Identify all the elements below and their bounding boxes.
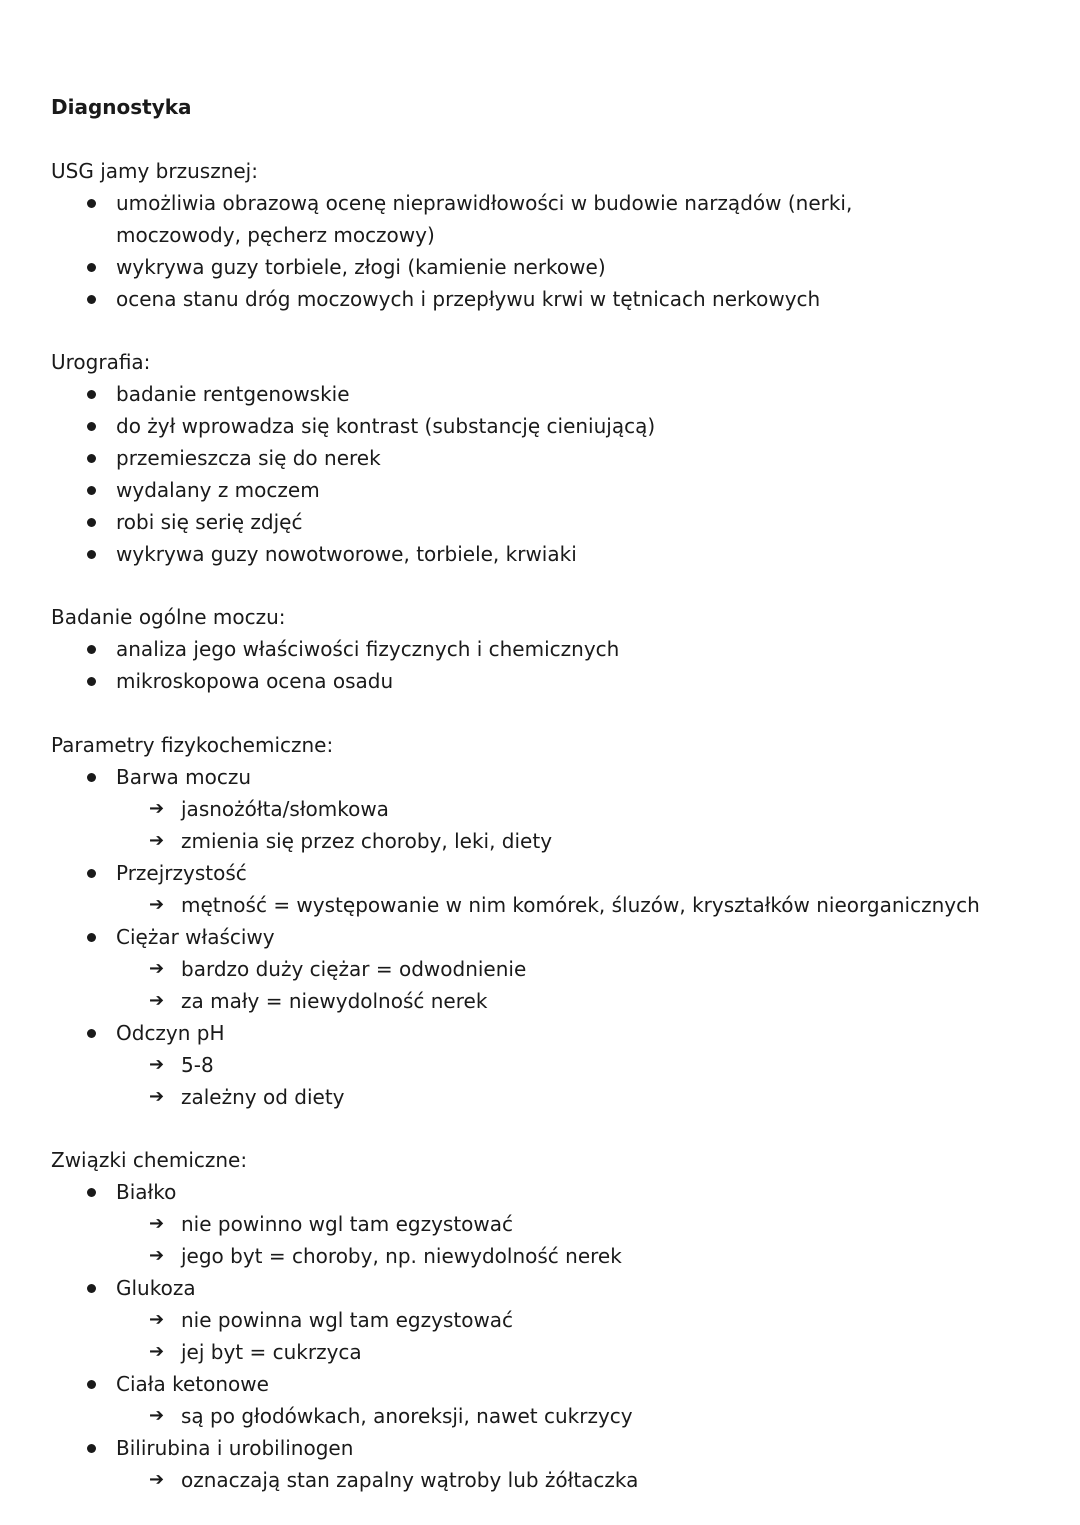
list-item: robi się serię zdjęć (51, 506, 1041, 538)
bullet-list (51, 1176, 1041, 1208)
sub-list (51, 1049, 1041, 1113)
sub-list (51, 889, 1041, 921)
bullet-icon (87, 199, 96, 208)
bullet-list (51, 1368, 1041, 1400)
bullet-icon (87, 869, 96, 878)
sub-item: ➔ nie powinno wgl tam egzystować (51, 1208, 1041, 1240)
section-urografia (51, 346, 1041, 570)
arrow-icon: ➔ (149, 1469, 165, 1490)
sub-item: ➔ bardzo duży ciężar = odwodnienie (51, 953, 1041, 985)
arrow-icon: ➔ (149, 958, 165, 979)
arrow-icon: ➔ (149, 894, 165, 915)
list-item: wykrywa guzy torbiele, złogi (kamienie nerkowe) (51, 251, 971, 283)
sub-list (51, 1304, 1041, 1368)
bullet-icon (87, 1284, 96, 1293)
bullet-icon (87, 454, 96, 463)
bullet-icon (87, 295, 96, 304)
list-item: Ciała ketonowe (51, 1368, 1041, 1400)
section-usg (51, 155, 1041, 315)
bullet-list (51, 633, 1041, 697)
sub-list (51, 1464, 1041, 1496)
list-item: badanie rentgenowskie (51, 378, 1041, 410)
arrow-icon: ➔ (149, 798, 165, 819)
section-heading: Parametry fizykochemiczne: (51, 733, 334, 757)
bullet-icon (87, 518, 96, 527)
sub-list (51, 1400, 1041, 1432)
bullet-icon (87, 1188, 96, 1197)
list-item: ocena stanu dróg moczowych i przepływu krwi w tętnicach nerkowych (51, 283, 971, 315)
list-item: Ciężar właściwy (51, 921, 1041, 953)
arrow-icon: ➔ (149, 830, 165, 851)
sub-item: ➔ zmienia się przez choroby, leki, diety (51, 825, 1041, 857)
bullet-icon (87, 390, 96, 399)
bullet-list (51, 1432, 1041, 1464)
arrow-icon: ➔ (149, 1086, 165, 1107)
bullet-list (51, 187, 971, 315)
bullet-icon (87, 645, 96, 654)
bullet-list (51, 921, 1041, 953)
sub-item: ➔ mętność = występowanie w nim komórek, śluzów, kryształków nieorganicznych (51, 889, 1041, 921)
section-heading: Związki chemiczne: (51, 1148, 248, 1172)
arrow-icon: ➔ (149, 1309, 165, 1330)
list-item: do żył wprowadza się kontrast (substancję cieniującą) (51, 410, 1041, 442)
bullet-icon (87, 550, 96, 559)
bullet-list (51, 378, 1041, 570)
section-heading: Urografia: (51, 350, 151, 374)
sub-item: ➔ zależny od diety (51, 1081, 1041, 1113)
list-item: Białko (51, 1176, 1041, 1208)
sub-item: ➔ oznaczają stan zapalny wątroby lub żółtaczka (51, 1464, 1041, 1496)
list-item: wykrywa guzy nowotworowe, torbiele, krwiaki (51, 538, 1041, 570)
sub-item: ➔ jasnożółta/słomkowa (51, 793, 1041, 825)
list-item: Glukoza (51, 1272, 1041, 1304)
sub-item: ➔ jego byt = choroby, np. niewydolność nerek (51, 1240, 1041, 1272)
arrow-icon: ➔ (149, 1054, 165, 1075)
sub-item: ➔ są po głodówkach, anoreksji, nawet cukrzycy (51, 1400, 1041, 1432)
bullet-list (51, 1272, 1041, 1304)
bullet-icon (87, 1444, 96, 1453)
sub-item: ➔ jej byt = cukrzyca (51, 1336, 1041, 1368)
section-heading: Badanie ogólne moczu: (51, 605, 286, 629)
sub-list (51, 793, 1041, 857)
arrow-icon: ➔ (149, 1213, 165, 1234)
bullet-icon (87, 773, 96, 782)
bullet-list (51, 1017, 1041, 1049)
sub-item: ➔ 5-8 (51, 1049, 1041, 1081)
sub-item: ➔ nie powinna wgl tam egzystować (51, 1304, 1041, 1336)
sub-item: ➔ za mały = niewydolność nerek (51, 985, 1041, 1017)
section-parametry (51, 729, 1041, 1113)
arrow-icon: ➔ (149, 1405, 165, 1426)
sub-list (51, 1208, 1041, 1272)
section-heading: USG jamy brzusznej: (51, 159, 258, 183)
arrow-icon: ➔ (149, 1341, 165, 1362)
bullet-list (51, 857, 1041, 889)
sub-list (51, 953, 1041, 1017)
list-item: mikroskopowa ocena osadu (51, 665, 1041, 697)
bullet-icon (87, 486, 96, 495)
bullet-icon (87, 1029, 96, 1038)
list-item: przemieszcza się do nerek (51, 442, 1041, 474)
list-item: umożliwia obrazową ocenę nieprawidłowości w budowie narządów (nerki, moczowody, pęcherz moczowy) (51, 187, 971, 251)
bullet-icon (87, 677, 96, 686)
list-item: Bilirubina i urobilinogen (51, 1432, 1041, 1464)
bullet-list (51, 761, 1041, 793)
list-item: wydalany z moczem (51, 474, 1041, 506)
section-zwiazki (51, 1144, 1041, 1496)
list-item: analiza jego właściwości fizycznych i chemicznych (51, 633, 1041, 665)
arrow-icon: ➔ (149, 990, 165, 1011)
list-item: Barwa moczu (51, 761, 1041, 793)
bullet-icon (87, 422, 96, 431)
bullet-icon (87, 1380, 96, 1389)
section-badanie-ogolne (51, 601, 1041, 697)
bullet-icon (87, 933, 96, 942)
list-item: Odczyn pH (51, 1017, 1041, 1049)
list-item: Przejrzystość (51, 857, 1041, 889)
page-title: Diagnostyka (51, 95, 192, 119)
arrow-icon: ➔ (149, 1245, 165, 1266)
bullet-icon (87, 263, 96, 272)
